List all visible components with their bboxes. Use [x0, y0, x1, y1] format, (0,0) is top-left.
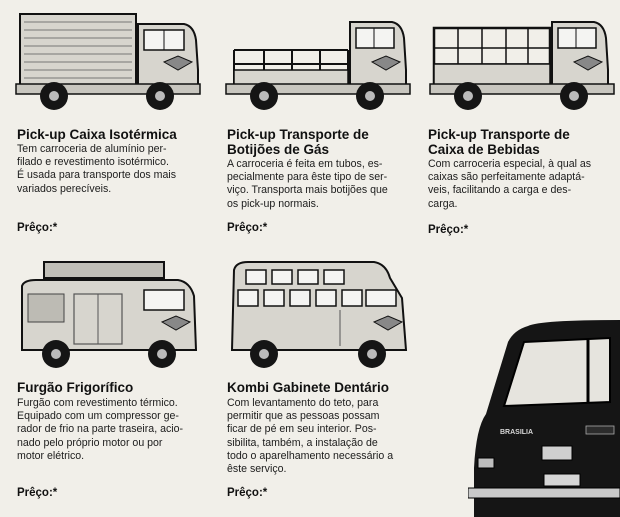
product-caixa-isotermica [0, 0, 210, 250]
product-title: Pick-up Transporte de Caixa de Bebidas [428, 127, 570, 157]
pickup-gas-cylinder-van-icon [224, 14, 414, 114]
product-description: Tem carroceria de alumínio per- filado e revestimento isotérmico. É usada para transporte dos mais variados perecíveis. [17, 143, 176, 195]
product-price: Prêço:* [428, 224, 469, 236]
product-price: Prêço:* [227, 487, 268, 499]
refrigerated-van-icon [14, 260, 204, 372]
product-description: Com carroceria especial, à qual as caixas são perfeitamente adaptá- veis, facilitando a carga e des- carga. [428, 158, 592, 210]
product-title: Kombi Gabinete Dentário [227, 380, 390, 395]
product-price: Prêço:* [17, 222, 58, 234]
product-description: A carroceria é feita em tubos, es- pecialmente para êste tipo de ser- viço. Transporta mais botijões que os pick-up normais. [227, 158, 388, 210]
product-price: Prêço:* [17, 487, 58, 499]
product-kombi-dentario [210, 250, 460, 517]
product-botijoes-gas [210, 0, 420, 250]
car-rear-icon [468, 318, 620, 517]
product-caixa-bebidas [420, 0, 620, 250]
dental-office-kombi-icon [224, 258, 414, 372]
product-title: Pick-up Caixa Isotérmica [17, 127, 177, 142]
product-title: Pick-up Transporte de Botijões de Gás [227, 127, 369, 157]
pickup-beverage-crate-van-icon [428, 14, 620, 114]
product-furgao-frigorifico [0, 250, 210, 517]
product-description: Com levantamento do teto, para permitir que as pessoas possam ficar de pé em seu interior. Pos- sibilita, também, a instalação de todo o aparelhamento necessário a êste serviço. [227, 397, 394, 476]
product-title: Furgão Frigorífico [17, 380, 134, 395]
car-badge: BRASILIA [500, 429, 534, 436]
pickup-insulated-box-van-icon [14, 10, 204, 114]
product-description: Furgão com revestimento térmico. Equipado com um compressor ge- rador de frio na parte traseira, acio- nado pelo próprio motor ou por motor elétrico. [17, 397, 184, 462]
product-price: Prêço:* [227, 222, 268, 234]
